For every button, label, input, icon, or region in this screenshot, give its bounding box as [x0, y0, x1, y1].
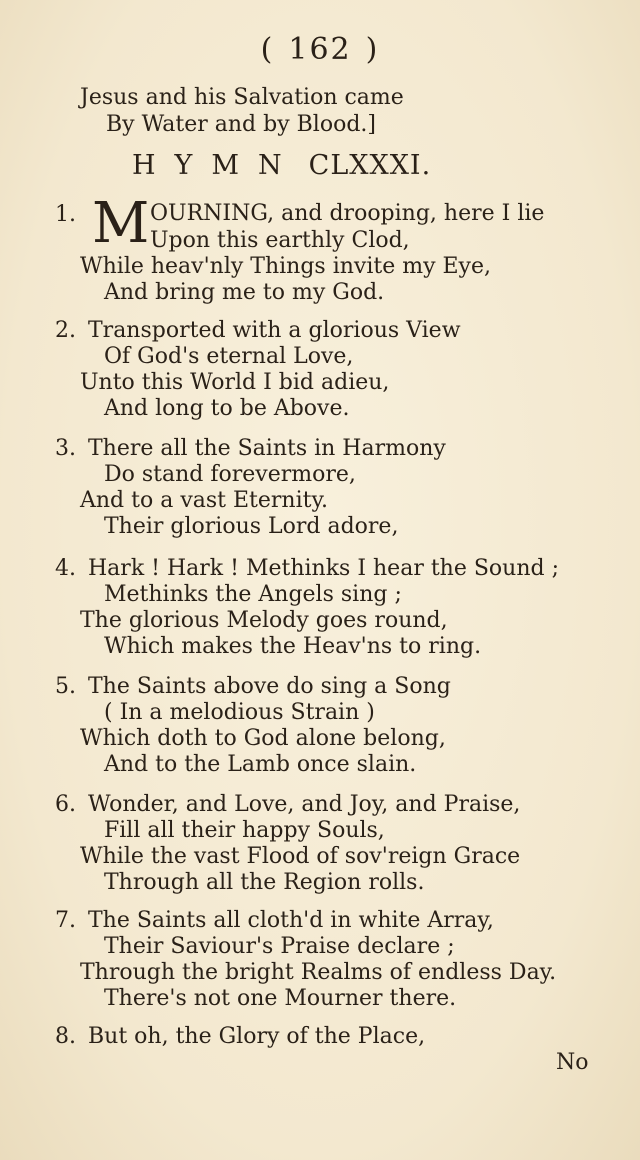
verse-3-line-4: Their glorious Lord adore,	[104, 514, 399, 539]
verse-number-5: 5.	[55, 674, 76, 699]
verse-number-3: 3.	[55, 436, 76, 461]
page-header	[0, 32, 640, 67]
verse-6-line-1: Wonder, and Love, and Joy, and Praise,	[88, 792, 521, 817]
verse-5-line-2: ( In a melodious Strain )	[104, 700, 375, 725]
verse-1-line-3: While heav'nly Things invite my Eye,	[80, 254, 491, 279]
verse-number-2: 2.	[55, 318, 76, 343]
header-paren-close: )	[365, 32, 380, 67]
verse-3-line-2: Do stand forevermore,	[104, 462, 356, 487]
verse-5-line-3: Which doth to God alone belong,	[80, 726, 446, 751]
verse-6-line-2: Fill all their happy Souls,	[104, 818, 385, 843]
verse-3-line-1: There all the Saints in Harmony	[88, 436, 446, 461]
verse-number-4: 4.	[55, 556, 76, 581]
drop-cap: M	[92, 191, 150, 256]
page-number: 162	[288, 32, 352, 67]
verse-4-line-1: Hark ! Hark ! Methinks I hear the Sound ;	[88, 556, 559, 581]
verse-6-line-4: Through all the Region rolls.	[104, 870, 425, 895]
verse-1-line-1: OURNING, and drooping, here I lie	[150, 201, 545, 226]
header-paren-open: (	[260, 32, 275, 67]
verse-number-1: 1.	[55, 202, 76, 227]
verse-6-line-3: While the vast Flood of sov'reign Grace	[80, 844, 521, 869]
preceding-line-2: By Water and by Blood.]	[106, 112, 376, 137]
verse-1-line-4: And bring me to my God.	[104, 280, 385, 305]
verse-2-line-1: Transported with a glorious View	[88, 318, 461, 343]
verse-number-7: 7.	[55, 908, 76, 933]
verse-number-8: 8.	[55, 1024, 76, 1049]
hymn-title-word: HYMN	[132, 150, 301, 181]
verse-number-6: 6.	[55, 792, 76, 817]
verse-5-line-1: The Saints above do sing a Song	[88, 674, 451, 699]
verse-7-line-1: The Saints all cloth'd in white Array,	[88, 908, 494, 933]
verse-2-line-4: And long to be Above.	[104, 396, 350, 421]
hymn-title	[132, 150, 431, 181]
verse-2-line-2: Of God's eternal Love,	[104, 344, 354, 369]
preceding-line-1: Jesus and his Salvation came	[80, 85, 404, 110]
verse-7-line-3: Through the bright Realms of endless Day.	[80, 960, 557, 985]
verse-4-line-4: Which makes the Heav'ns to ring.	[104, 634, 482, 659]
catchword: No	[556, 1050, 589, 1075]
verse-4-line-2: Methinks the Angels sing ;	[104, 582, 402, 607]
verse-2-line-3: Unto this World I bid adieu,	[80, 370, 390, 395]
verse-8-line-1: But oh, the Glory of the Place,	[88, 1024, 426, 1049]
verse-1-line-2: Upon this earthly Clod,	[150, 228, 410, 253]
verse-7-line-2: Their Saviour's Praise declare ;	[104, 934, 455, 959]
hymn-title-number: CLXXXI.	[308, 150, 432, 181]
verse-7-line-4: There's not one Mourner there.	[104, 986, 457, 1011]
verse-4-line-3: The glorious Melody goes round,	[80, 608, 448, 633]
verse-5-line-4: And to the Lamb once slain.	[104, 752, 417, 777]
verse-3-line-3: And to a vast Eternity.	[80, 488, 328, 513]
